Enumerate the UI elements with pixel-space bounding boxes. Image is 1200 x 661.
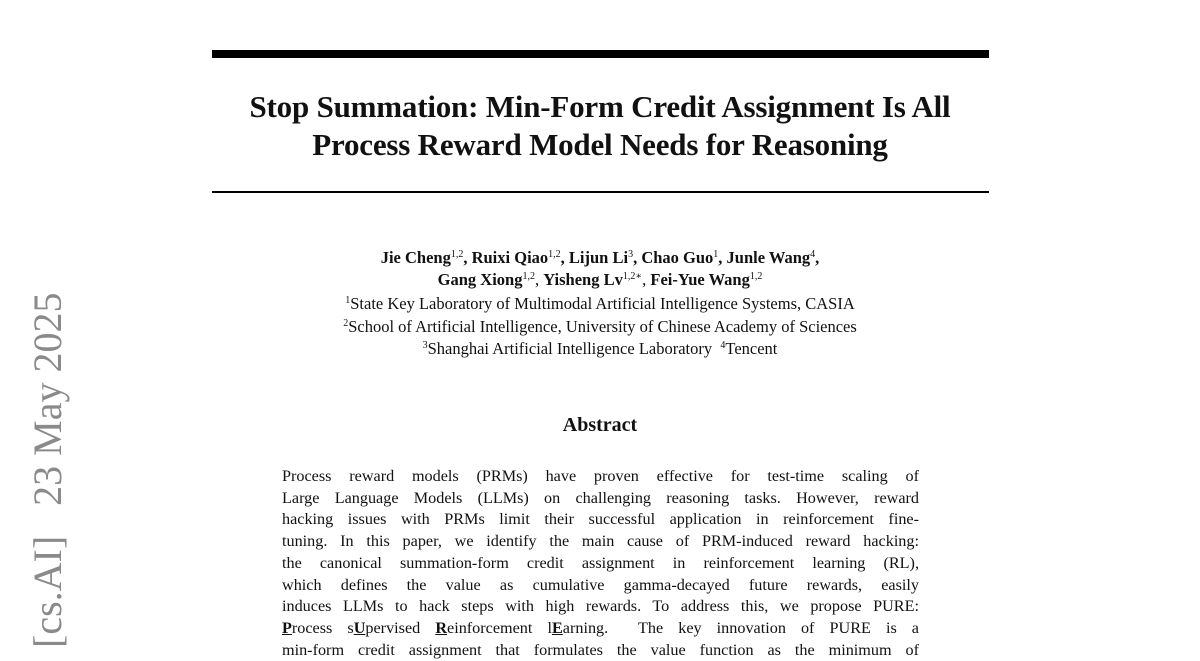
abstract-line-tail: The key innovation of PURE is a: [638, 618, 919, 637]
acronym-text: pervised: [365, 618, 436, 637]
abstract-line: Large Language Models (LLMs) on challenging reasoning tasks. However, reward: [282, 488, 919, 507]
author-separator: ,: [633, 248, 642, 267]
arxiv-category: [cs.AI]: [25, 535, 70, 648]
author-affil-sup: 1,2∗: [622, 271, 643, 282]
abstract-acronym-line: [282, 618, 919, 640]
affiliation-sup: 3: [422, 340, 428, 351]
author-affil-sup: 1,2: [522, 271, 535, 282]
abstract-line: the canonical summation-form credit assignment in reinforcement learning (RL),: [282, 553, 919, 572]
affiliation-text: State Key Laboratory of Multimodal Artificial Intelligence Systems, CASIA: [350, 294, 855, 313]
author-name: Ruixi Qiao: [471, 248, 549, 267]
author-separator: ,: [642, 270, 651, 289]
affiliation-sup: 1: [345, 295, 351, 306]
author-affil-sup: 4: [810, 249, 816, 260]
arxiv-date: 23 May 2025: [25, 292, 70, 506]
author-list: [200, 247, 1000, 291]
title-line-1: Stop Summation: Min-Form Credit Assignment Is All: [249, 89, 951, 124]
acronym-text: rocess s: [291, 618, 354, 637]
affiliation-text: Tencent: [725, 339, 778, 358]
affiliation-text: Shanghai Artificial Intelligence Laboratory: [427, 339, 713, 358]
abstract-line-cut: min-form credit assignment that formulates the value function as the minimum of: [282, 640, 919, 659]
author-name: Junle Wang: [726, 248, 811, 267]
abstract-line: which defines the value as cumulative gamma-decayed future rewards, easily: [282, 575, 919, 594]
acronym-letter: U: [353, 618, 366, 637]
abstract-heading: Abstract: [562, 414, 638, 436]
affiliation-3-4: [200, 338, 1000, 361]
author-line-1: [200, 247, 1000, 269]
acronym-text: arning.: [562, 618, 609, 637]
abstract-line: tuning. In this paper, we identify the main cause of PRM-induced reward hacking:: [282, 532, 919, 551]
acronym-letter: R: [435, 618, 448, 637]
author-separator: ,: [463, 248, 472, 267]
author-affil-sup: 3: [628, 249, 634, 260]
abstract-body: [282, 466, 919, 661]
title-line-2: Process Reward Model Needs for Reasoning: [312, 127, 888, 162]
abstract-line: hacking issues with PRMs limit their successful application in reinforcement fine-: [282, 510, 919, 529]
affiliation-2: [200, 316, 1000, 339]
acronym-letter: E: [551, 618, 563, 637]
affiliation-sup: 4: [720, 340, 726, 351]
author-separator: ,: [560, 248, 569, 267]
abstract-line: induces LLMs to hack steps with high rewards. To address this, we propose PURE:: [282, 597, 919, 616]
paper-title: [200, 88, 1000, 164]
author-separator: ,: [815, 248, 820, 267]
title-bottom-rule: [212, 191, 989, 193]
author-name: Gang Xiong: [437, 270, 523, 289]
author-separator: ,: [534, 270, 544, 289]
author-line-2: [200, 269, 1000, 291]
title-top-rule: [212, 50, 989, 58]
author-name: Fei-Yue Wang: [650, 270, 750, 289]
author-affil-sup: 1,2: [749, 271, 763, 282]
author-name: Yisheng Lv: [543, 270, 623, 289]
affiliation-text: School of Artificial Intelligence, University of Chinese Academy of Sciences: [348, 316, 857, 336]
affiliation-sup: 2: [343, 317, 349, 329]
abstract-line: Process reward models (PRMs) have proven effective for test-time scaling of: [282, 467, 919, 485]
author-separator: ,: [718, 248, 727, 267]
author-name: Jie Cheng: [380, 248, 451, 267]
acronym-letter: P: [282, 618, 292, 637]
affiliation-list: [200, 293, 1000, 361]
author-name: Chao Guo: [641, 248, 714, 267]
affiliation-1: [200, 293, 1000, 316]
author-affil-sup: 1: [713, 249, 719, 260]
author-affil-sup: 1,2: [450, 249, 464, 260]
arxiv-stamp: [24, 288, 72, 648]
author-name: Lijun Li: [568, 248, 629, 267]
author-affil-sup: 1,2: [548, 249, 561, 260]
acronym-text: einforcement l: [447, 618, 552, 637]
